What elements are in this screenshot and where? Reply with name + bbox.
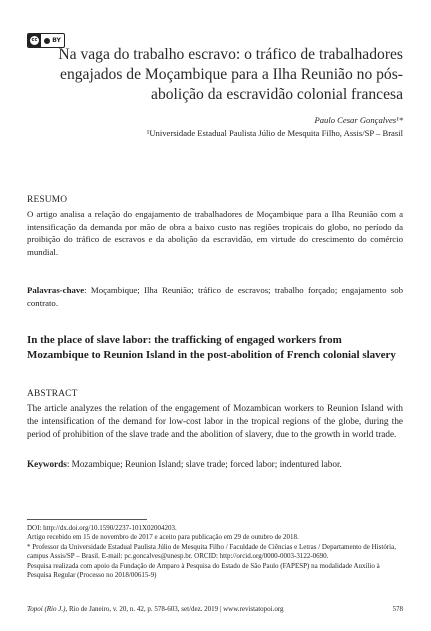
author-note: * Professor da Universidade Estadual Paulista Júlio de Mesquita Filho / Faculdade de Ciências e Letras / Departamento de História, campus Assis/SP – Brasil. E-mail: pc.goncalves@unesp.br. ORCID: http://orcid.org/0000-0003-3122-0690. xyxy=(27,542,396,561)
palavras-chave-list: : Moçambique; Ilha Reunião; tráfico de escravos; trabalho forçado; engajamento sob contrato. xyxy=(27,285,403,308)
attribution-person-icon xyxy=(44,38,50,44)
footnote-divider xyxy=(27,519,147,520)
page-footer xyxy=(27,605,403,613)
funding-note: Pesquisa realizada com apoio da Fundação de Amparo à Pesquisa do Estado de São Paulo (FAPESP) na modalidade Auxílio à Pesquisa Regular (Processo no 2018/00615-9) xyxy=(27,561,380,580)
citation-details: , Rio de Janeiro, v. 20, n. 42, p. 578-603, set/dez. 2019 | www.revistatopoi.org xyxy=(65,605,284,613)
cc-logo-icon xyxy=(28,34,41,47)
by-text: BY xyxy=(52,37,61,44)
by-label xyxy=(41,37,64,44)
english-title: In the place of slave labor: the trafficking of engaged workers from Mozambique to Reunion Island in the post-abolition of French colonial slavery xyxy=(27,334,396,361)
abstract-text: The article analyzes the relation of the engagement of Mozambican workers to Reunion Island with the intensification of the demand for low-cost labor in the tropical regions of the globe, during the period of prohibition of the slave trade and the abolition of slavery, due to the growth in world trade. xyxy=(27,403,403,439)
cc-circle-icon: cc xyxy=(31,37,38,43)
resumo-heading: RESUMO xyxy=(27,195,68,205)
abstract-keywords xyxy=(27,458,403,471)
journal-name: Topoi (Rio J.) xyxy=(27,605,66,613)
abstract-heading: ABSTRACT xyxy=(27,389,78,399)
journal-citation xyxy=(27,605,284,613)
keywords-label: Keywords xyxy=(27,459,67,469)
resumo-text: O artigo analisa a relação do engajamento de trabalhadores de Moçambique para a Ilha Reunião com a intensificação da demanda por mão de obra a baixo custo nas regiões tropicais do globo, no período da proibição do tráfico de escravos e da abolição da escravidão, em virtude do crescimento do comércio mundial. xyxy=(27,209,403,257)
keywords-list: : Mozambique; Reunion Island; slave trade; forced labor; indentured labor. xyxy=(66,459,342,469)
author-affiliation: ¹Universidade Estadual Paulista Júlio de Mesquita Filho, Assis/SP – Brasil xyxy=(146,128,403,138)
dates-note: Artigo recebido em 15 de novembro de 2017 e aceito para publicação em 29 de outubro de 2018. xyxy=(27,533,299,542)
article-title: Na vaga do trabalho escravo: o tráfico de trabalhadores engajados de Moçambique para a Ilha Reunião no pós-abolição da escravidão colonial francesa xyxy=(58,46,403,103)
palavras-chave-label: Palavras-chave xyxy=(27,285,85,295)
author-name: Paulo Cesar Gonçalves¹* xyxy=(314,115,403,125)
page-number: 578 xyxy=(392,605,403,613)
doi-note[interactable]: DOI: http://dx.doi.org/10.1590/2237-101X02004203. xyxy=(27,524,177,532)
resumo-keywords xyxy=(27,284,403,309)
footnotes xyxy=(27,524,403,580)
